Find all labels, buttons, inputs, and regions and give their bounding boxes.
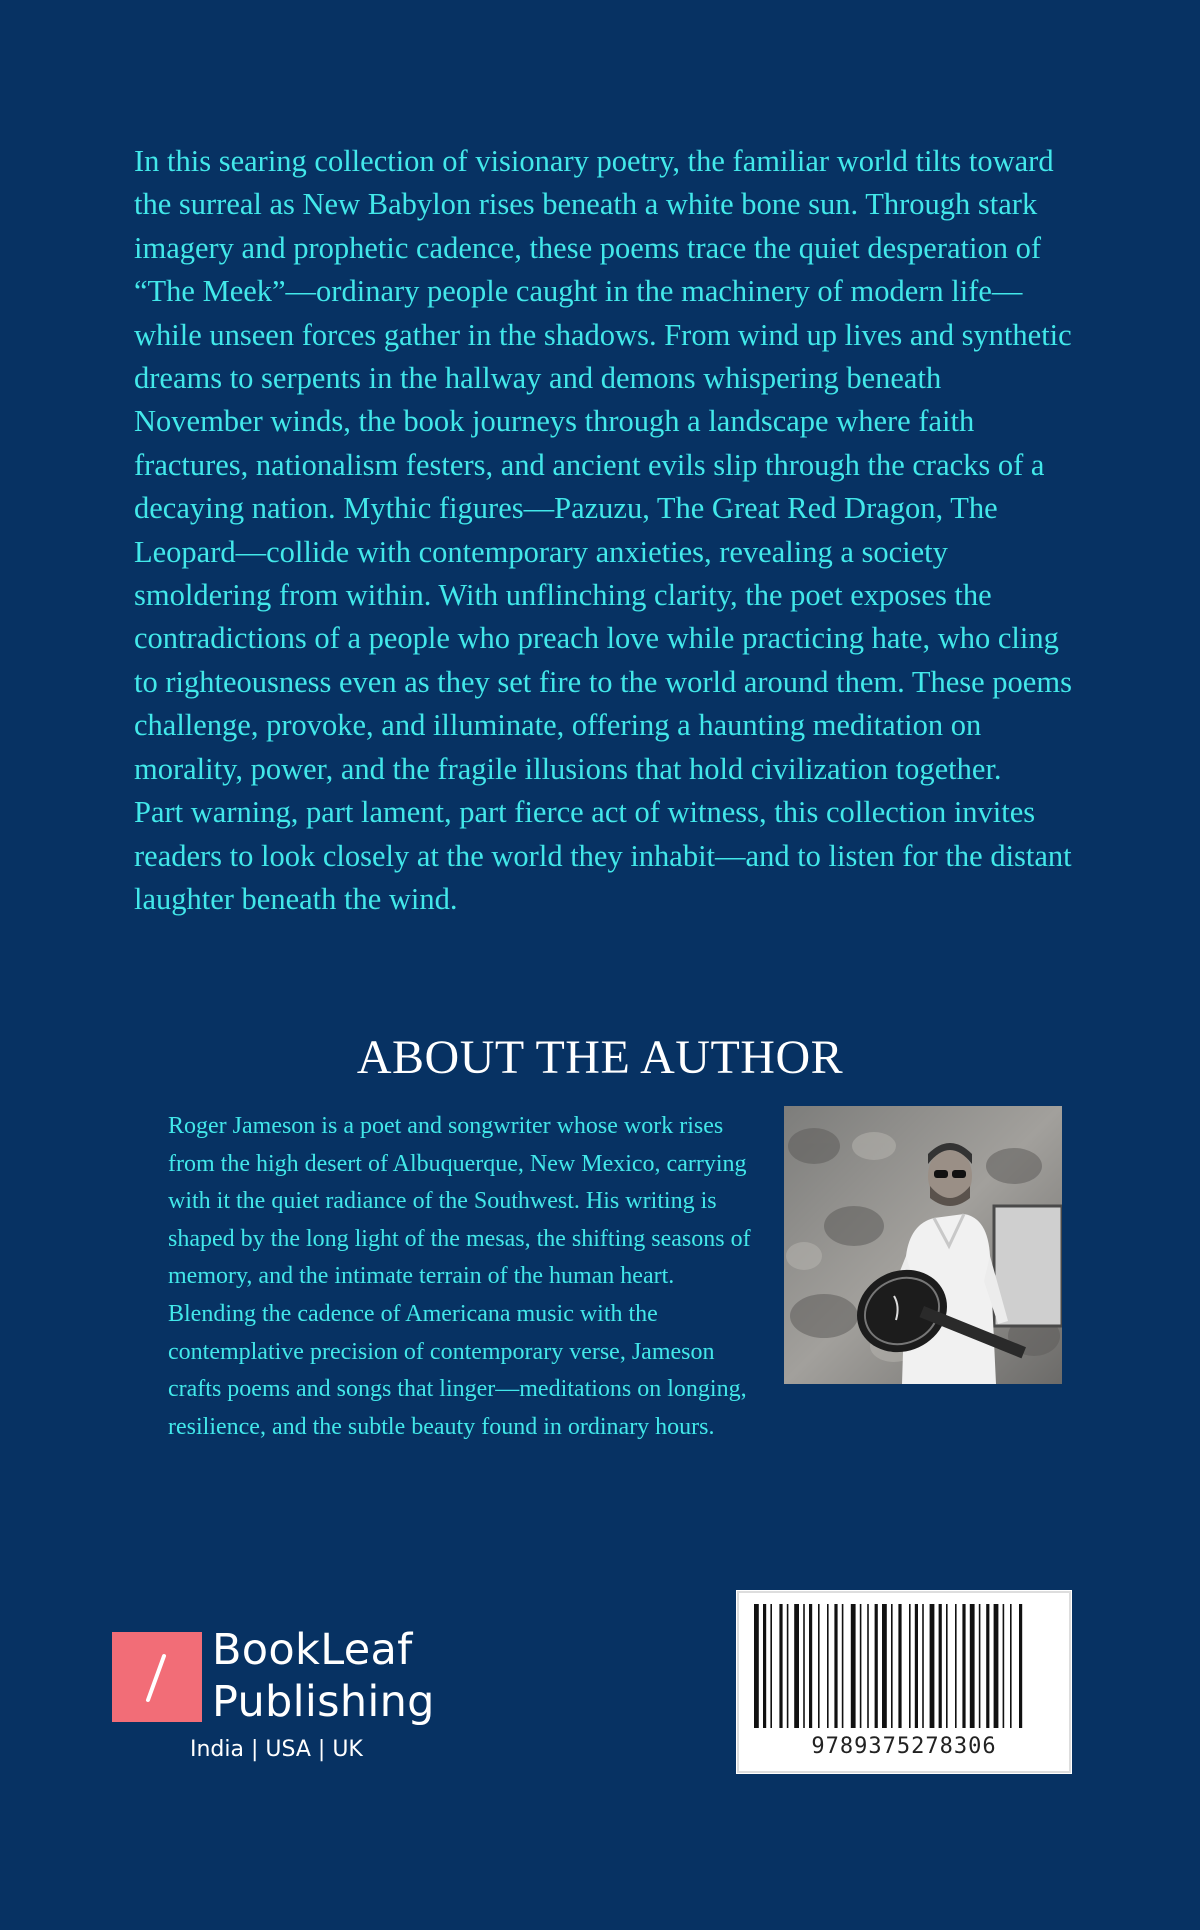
barcode-bar	[970, 1604, 975, 1728]
book-blurb	[134, 140, 1074, 921]
author-bio: Roger Jameson is a poet and songwriter whose work rises from the high desert of Albuquerque, New Mexico, carrying with it the quiet radiance of the Southwest. His writing is shaped by the long light of the mesas, the shifting seasons of memory, and the intimate terrain of the human heart. Blending the cadence of Americana music with the contemplative precision of contemporary verse, Jameson crafts poems and songs that linger—meditations on longing, resilience, and the subtle beauty found in ordinary hours.	[168, 1113, 751, 1440]
barcode-bar	[898, 1604, 901, 1728]
isbn-number: 9789375278306	[811, 1734, 997, 1759]
barcode-bar	[787, 1604, 789, 1728]
barcode-bar	[754, 1604, 759, 1728]
slash-logo-icon	[112, 1632, 202, 1722]
barcode-bar	[994, 1604, 999, 1728]
barcode-bar	[809, 1604, 812, 1728]
barcode-bar	[986, 1604, 989, 1728]
barcode-bar	[946, 1604, 948, 1728]
barcode-bar	[891, 1604, 893, 1728]
barcode-bar	[851, 1604, 856, 1728]
author-photo-image	[784, 1106, 1062, 1384]
barcode-bar	[939, 1604, 942, 1728]
barcode-bar	[1019, 1604, 1022, 1728]
isbn-barcode	[736, 1590, 1072, 1774]
barcode-bar	[803, 1604, 805, 1728]
barcode-bar	[770, 1604, 772, 1728]
barcode-bar	[779, 1604, 782, 1728]
barcode-bar	[834, 1604, 837, 1728]
publisher-name-line2: Publishing	[212, 1677, 435, 1727]
barcode-bar	[794, 1604, 799, 1728]
barcode-bar	[955, 1604, 957, 1728]
publisher-logo	[112, 1625, 472, 1768]
barcode-bar	[860, 1604, 862, 1728]
barcode-bar	[763, 1604, 766, 1728]
blurb-paragraph-1: In this searing collection of visionary poetry, the familiar world tilts toward the surreal as New Babylon rises beneath a white bone sun. Through stark imagery and prophetic cadence, these poems trace the quiet desperation of “The Meek”—ordinary people caught in the machinery of modern life—while unseen forces gather in the shadows. From wind up lives and synthetic dreams to serpents in the hallway and demons whispering beneath November winds, the book journeys through a landscape where faith fractures, nationalism festers, and ancient evils slip through the cracks of a decaying nation. Mythic figures—Pazuzu, The Great Red Dragon, The Leopard—collide with contemporary anxieties, revealing a society smoldering from within. With unflinching clarity, the poet exposes the contradictions of a people who preach love while practicing hate, who cling to righteousness even as they set fire to the world around them. These poems challenge, provoke, and illuminate, offering a haunting meditation on morality, power, and the fragile illusions that hold civilization together.	[134, 144, 1072, 786]
barcode-bar	[842, 1604, 844, 1728]
barcode-bar	[930, 1604, 935, 1728]
barcode-bar	[979, 1604, 981, 1728]
blurb-paragraph-2: Part warning, part lament, part fierce act of witness, this collection invites readers to look closely at the world they inhabit—and to listen for the distant laughter beneath the wind.	[134, 795, 1072, 916]
barcode-bar	[818, 1604, 820, 1728]
publisher-regions: India | USA | UK	[190, 1737, 363, 1762]
barcode-bar	[1003, 1604, 1005, 1728]
barcode-bar	[875, 1604, 878, 1728]
barcode-bar	[909, 1604, 911, 1728]
barcode-bar	[915, 1604, 918, 1728]
barcode-bar	[882, 1604, 887, 1728]
about-author-heading: ABOUT THE AUTHOR	[356, 1031, 844, 1084]
author-photo	[784, 1106, 1062, 1384]
barcode-bar	[922, 1604, 924, 1728]
barcode-bar	[1010, 1604, 1012, 1728]
barcode-bar	[827, 1604, 829, 1728]
publisher-name-line1: BookLeaf	[212, 1625, 413, 1675]
barcode-bar	[867, 1604, 869, 1728]
publisher-name	[212, 1624, 435, 1728]
barcode-bar	[962, 1604, 965, 1728]
